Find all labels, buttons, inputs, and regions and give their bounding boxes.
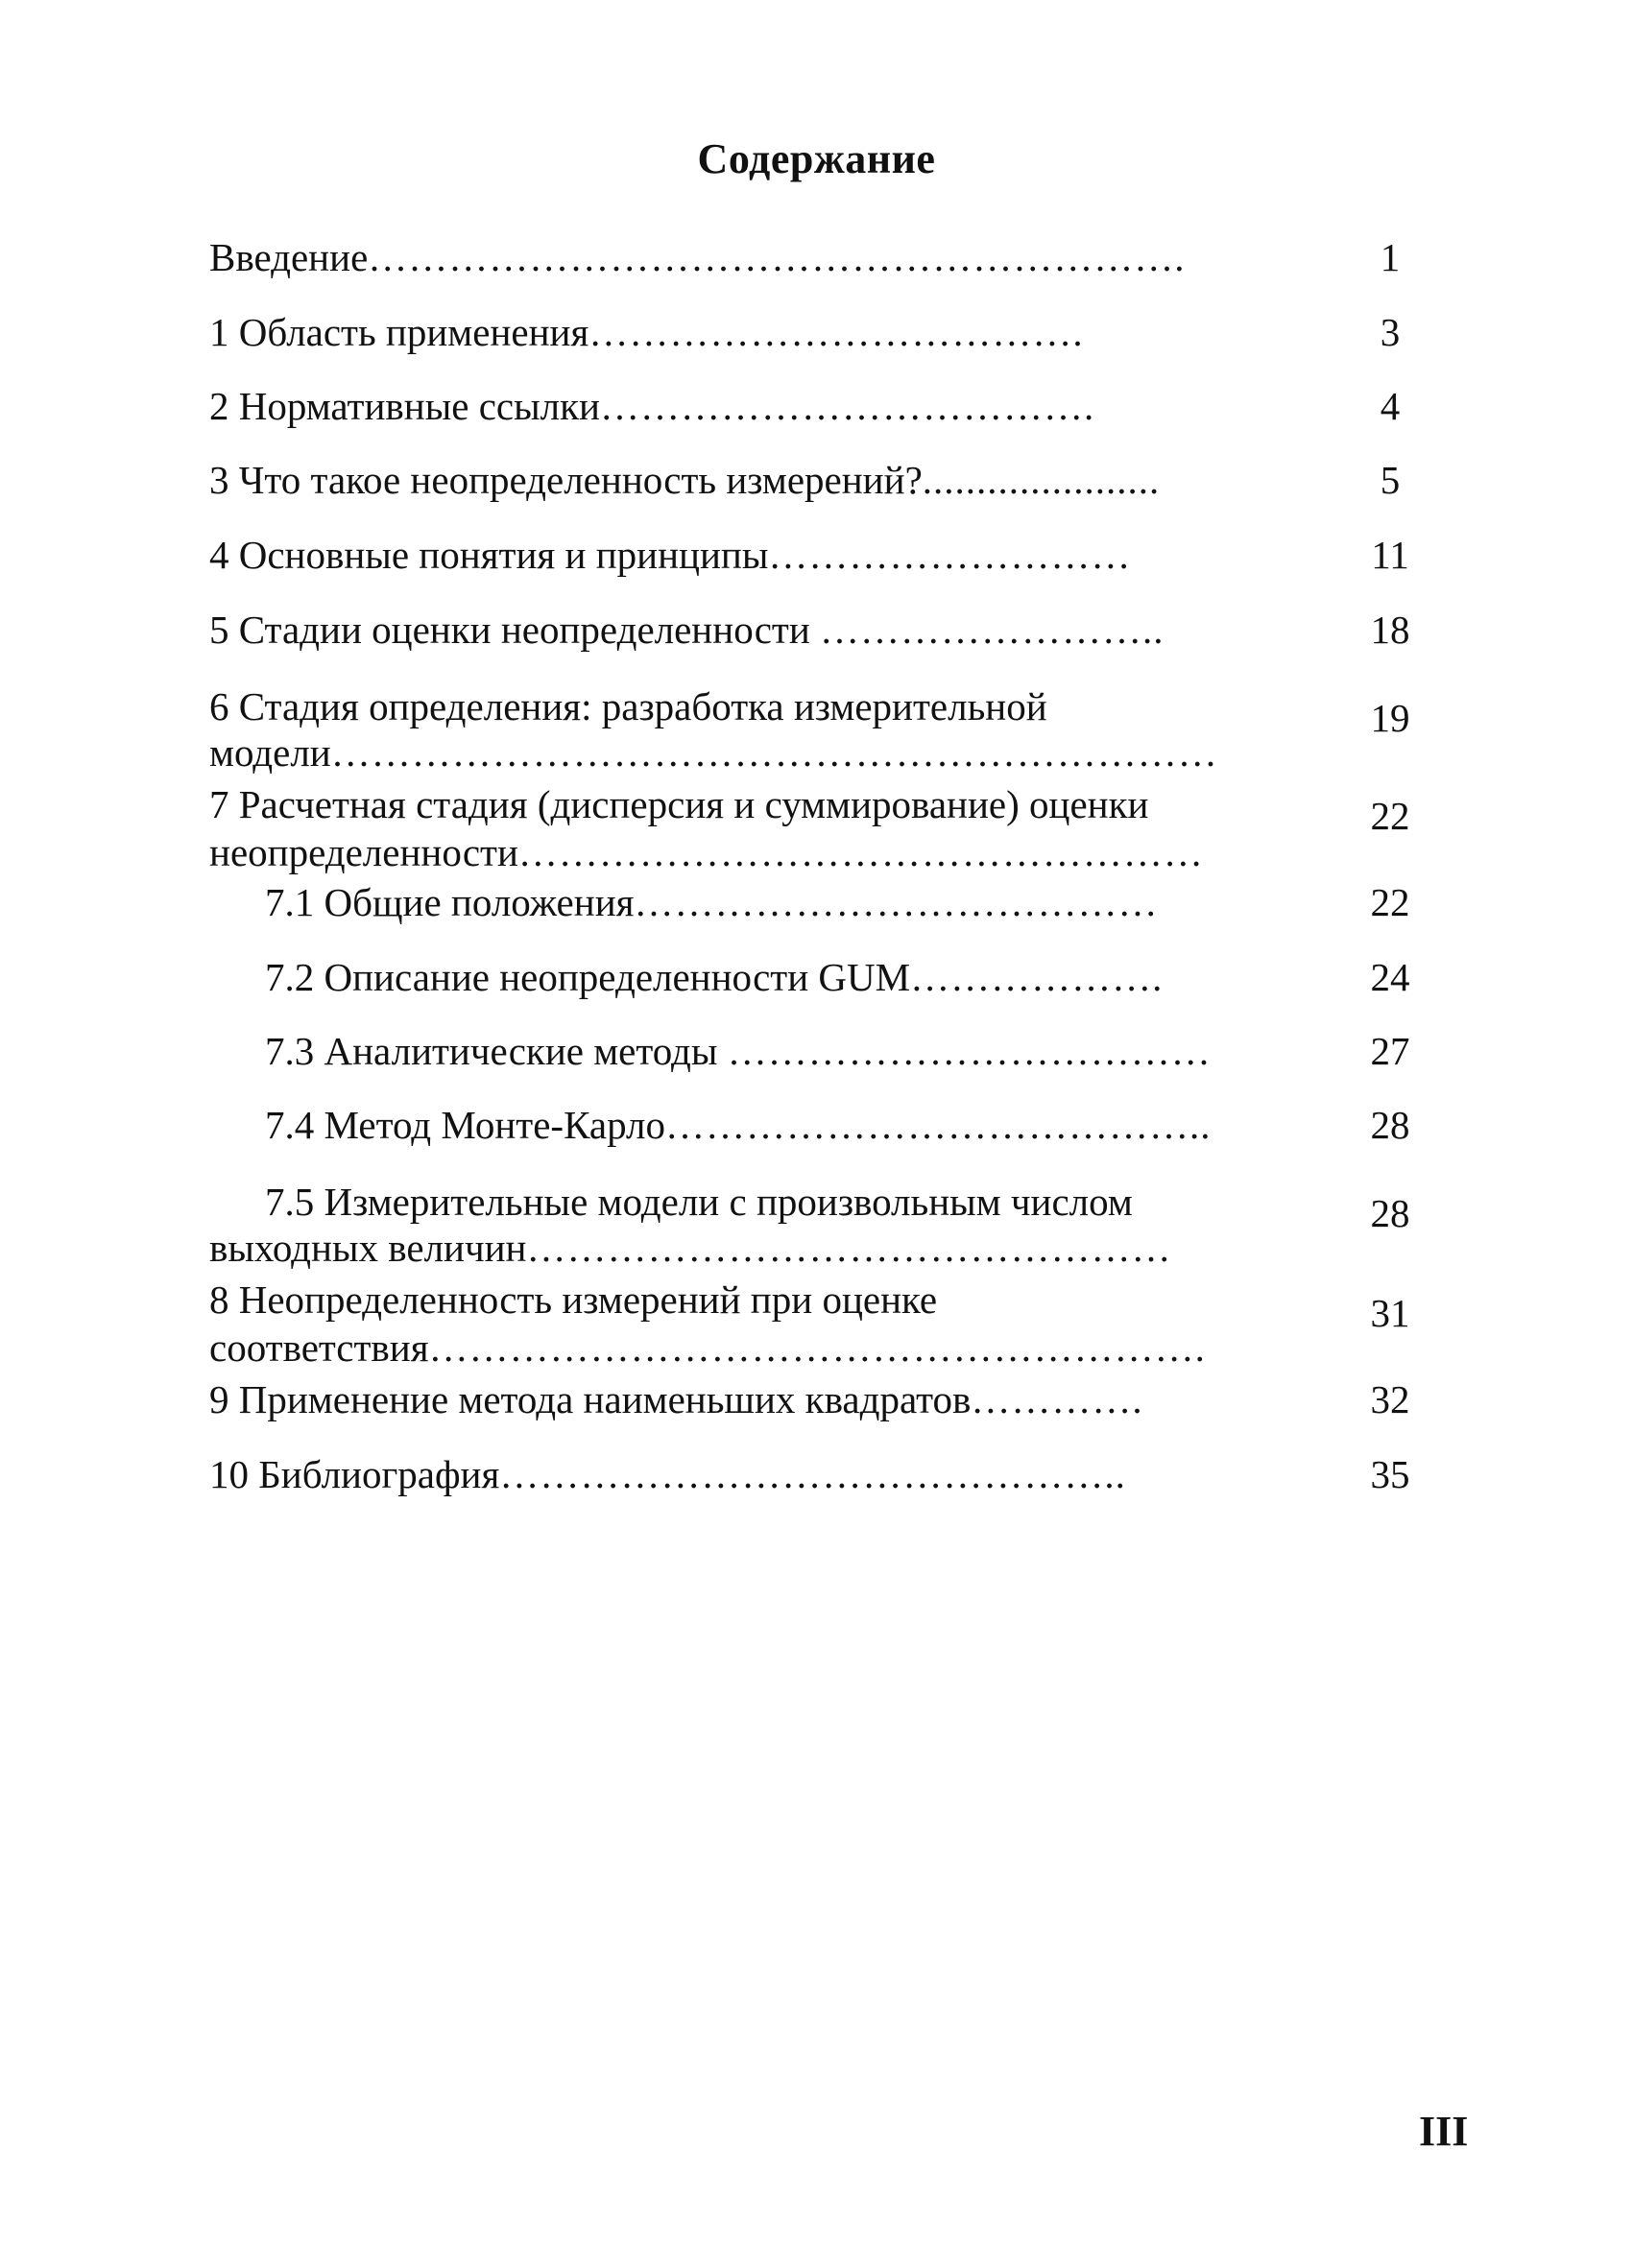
toc-leader-dots: ………………………………….. (665, 1103, 1212, 1147)
toc-page-number: 11 (1371, 533, 1409, 577)
toc-leader-dots: …………………………………………… (517, 830, 1204, 874)
toc-label: 4 Основные понятия и принципы (209, 533, 769, 577)
toc-label: Введение (209, 235, 369, 279)
toc-page-number: 22 (1370, 794, 1410, 838)
toc-label: 7.3 Аналитические методы (265, 1029, 728, 1073)
toc-entry-7-5 (209, 1177, 1438, 1277)
toc-leader-dots: ………………………………………………………… (330, 730, 1218, 775)
toc-label: 10 Библиография (209, 1452, 500, 1496)
toc-page-number: 3 (1380, 310, 1401, 354)
toc-label: 9 Применение метода наименьших квадратов (209, 1377, 972, 1421)
toc-leader-dots: ………………………………… (634, 880, 1159, 924)
toc-label: 7.4 Метод Монте-Карло (265, 1103, 665, 1147)
toc-leader-dots: ……………………………………….. (499, 1452, 1126, 1496)
toc-leader-dots: ………………. (910, 955, 1164, 999)
toc-entry-8 (209, 1275, 1438, 1374)
toc-entry-6 (209, 681, 1438, 781)
toc-leader-dots: ……………………… (768, 533, 1132, 577)
toc-leader-dots: …………. (971, 1377, 1143, 1421)
toc-label: 7.1 Общие положения (265, 880, 635, 924)
toc-label-line1: 7.5 Измерительные модели с произвольным числом (265, 1180, 1133, 1224)
toc-label-line2: выходных величин (209, 1226, 527, 1270)
toc-label: 7.2 Описание неопределенности GUM (265, 955, 911, 999)
toc-page-number: 35 (1370, 1452, 1410, 1496)
toc-page-number: 18 (1370, 608, 1410, 652)
toc-page-number: 31 (1370, 1291, 1410, 1335)
toc-label: 3 Что такое неопределенность измерений? (209, 458, 923, 502)
toc-leader-dots: …………………………………………………. (428, 1325, 1206, 1370)
toc-label-line1: 8 Неопределенность измерений при оценке (209, 1277, 938, 1322)
toc-entry-7 (209, 779, 1438, 879)
toc-page-number: 1 (1380, 235, 1401, 279)
toc-page-number: 24 (1370, 955, 1410, 999)
toc-label-line1: 7 Расчетная стадия (дисперсия и суммирование) оценки (209, 782, 1149, 826)
toc-leader-dots: …………………….. (820, 608, 1165, 652)
toc-label-line2: неопределенности (209, 830, 518, 874)
toc-label: 5 Стадии оценки неопределенности (209, 608, 821, 652)
toc-leader-dots: ………………………………. (599, 384, 1095, 428)
toc-page-number: 4 (1380, 384, 1401, 428)
toc-page-number: 22 (1370, 880, 1410, 924)
toc-label-line2: соответствия (209, 1325, 429, 1370)
toc-label-line1: 6 Стадия определения: разработка измерительной (209, 684, 1047, 728)
toc-page-number: 28 (1370, 1191, 1410, 1235)
toc-leader-dots: ...................... (922, 458, 1161, 502)
toc-label: 2 Нормативные ссылки (209, 384, 600, 428)
toc-label-line2: модели (209, 730, 331, 775)
toc-label: 1 Область применения (209, 310, 589, 354)
toc-page-number: 28 (1370, 1103, 1410, 1147)
toc-leader-dots: ……………………………………………………. (368, 235, 1186, 279)
toc-page-number: 27 (1370, 1029, 1410, 1073)
toc-leader-dots: ………………………………. (588, 310, 1084, 354)
toc-leader-dots: ……………………………… (727, 1029, 1212, 1073)
page-title: Содержание (697, 135, 936, 182)
page-folio-number: III (1419, 2108, 1469, 2155)
toc-page-number: 32 (1370, 1377, 1410, 1421)
toc-leader-dots: ………………………………………… (526, 1226, 1172, 1270)
toc-page-number: 5 (1380, 458, 1401, 502)
toc-page-number: 19 (1370, 696, 1410, 740)
